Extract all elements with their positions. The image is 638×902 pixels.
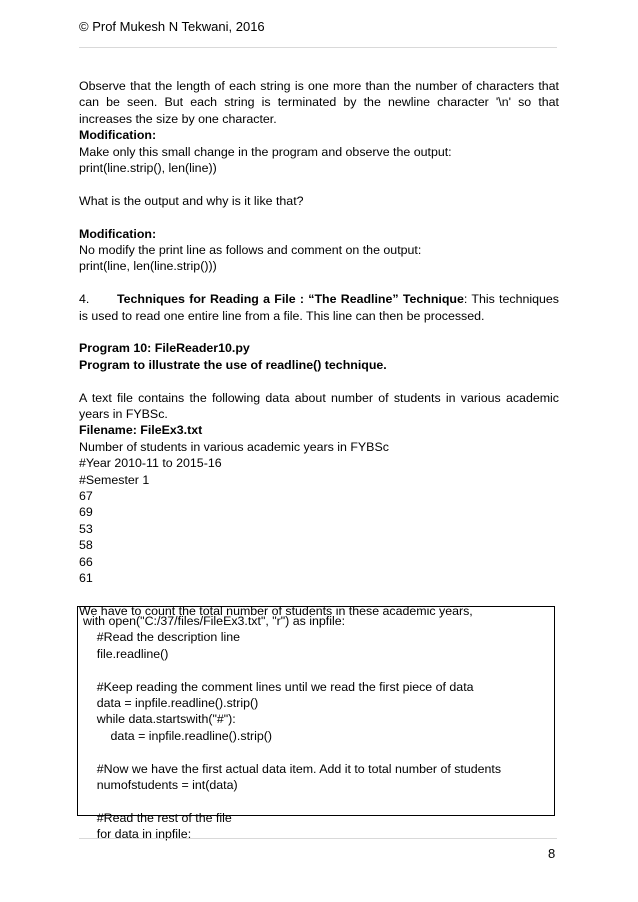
file-line: 69 — [79, 505, 93, 520]
code-line: #Read the rest of the file — [83, 810, 232, 825]
file-line: 61 — [79, 571, 93, 586]
file-line: #Semester 1 — [79, 472, 150, 487]
code-line — [83, 744, 554, 760]
page-number: 8 — [548, 846, 556, 861]
file-line: 67 — [79, 489, 93, 504]
filename-label: Filename: FileEx3.txt — [79, 423, 203, 438]
section-number: 4. — [79, 292, 90, 307]
page-content — [79, 78, 559, 619]
code-line: file.readline() — [83, 646, 169, 661]
file-line: 53 — [79, 521, 93, 536]
code-line — [83, 662, 554, 678]
modification-2-text: No modify the print line as follows and comment on the output: — [79, 243, 422, 258]
paragraph-string-length: Observe that the length of each string is one more than the number of characters that can be seen. But each string is terminated by the newline character '\n' so that increases the size by one character. — [79, 79, 559, 126]
modification-2-title: Modification: — [79, 226, 157, 241]
header-divider — [79, 47, 557, 48]
code-line: data = inpfile.readline().strip() — [83, 696, 259, 711]
file-line: 58 — [79, 538, 93, 553]
footer-divider — [79, 838, 557, 839]
modification-1-text: Make only this small change in the program and observe the output: — [79, 144, 452, 159]
modification-1-code: print(line.strip(), len(line)) — [79, 161, 217, 176]
code-line: #Keep reading the comment lines until we read the first piece of data — [83, 679, 474, 694]
code-line: data = inpfile.readline().strip() — [83, 728, 273, 743]
modification-2-code: print(line, len(line.strip())) — [79, 259, 217, 274]
section-title: Techniques for Reading a File : “The Readline” Technique — [117, 292, 464, 307]
code-line: for data in inpfile: — [83, 827, 192, 842]
file-line: #Year 2010-11 to 2015-16 — [79, 456, 222, 471]
code-block — [77, 606, 555, 842]
section-4-heading — [79, 291, 559, 324]
file-line: Number of students in various academic years in FYBSc — [79, 439, 389, 454]
code-line: while data.startswith("#"): — [83, 712, 236, 727]
modification-1-title: Modification: — [79, 128, 157, 143]
page-header: © Prof Mukesh N Tekwani, 2016 — [79, 19, 265, 34]
paragraph-count-students: We have to count the total number of students in these academic years, — [79, 603, 473, 618]
code-line: with open("C:/37/files/FileEx3.txt", "r") as inpfile: — [83, 614, 346, 628]
section-description: : This techniques is used to read one entire line from a file. This line can then be processed. — [79, 292, 559, 323]
question-text: What is the output and why is it like that? — [79, 193, 304, 208]
program-title: Program 10: FileReader10.py — [79, 341, 250, 356]
code-line: #Now we have the first actual data item. Add it to total number of students — [83, 761, 502, 776]
paragraph-text-file: A text file contains the following data about number of students in various academic years in FYBSc. — [79, 390, 559, 422]
file-line: 66 — [79, 554, 93, 569]
code-line: numofstudents = int(data) — [83, 778, 238, 793]
program-subtitle: Program to illustrate the use of readline() technique. — [79, 357, 387, 372]
code-line: #Read the description line — [83, 630, 241, 645]
code-line — [83, 793, 554, 809]
